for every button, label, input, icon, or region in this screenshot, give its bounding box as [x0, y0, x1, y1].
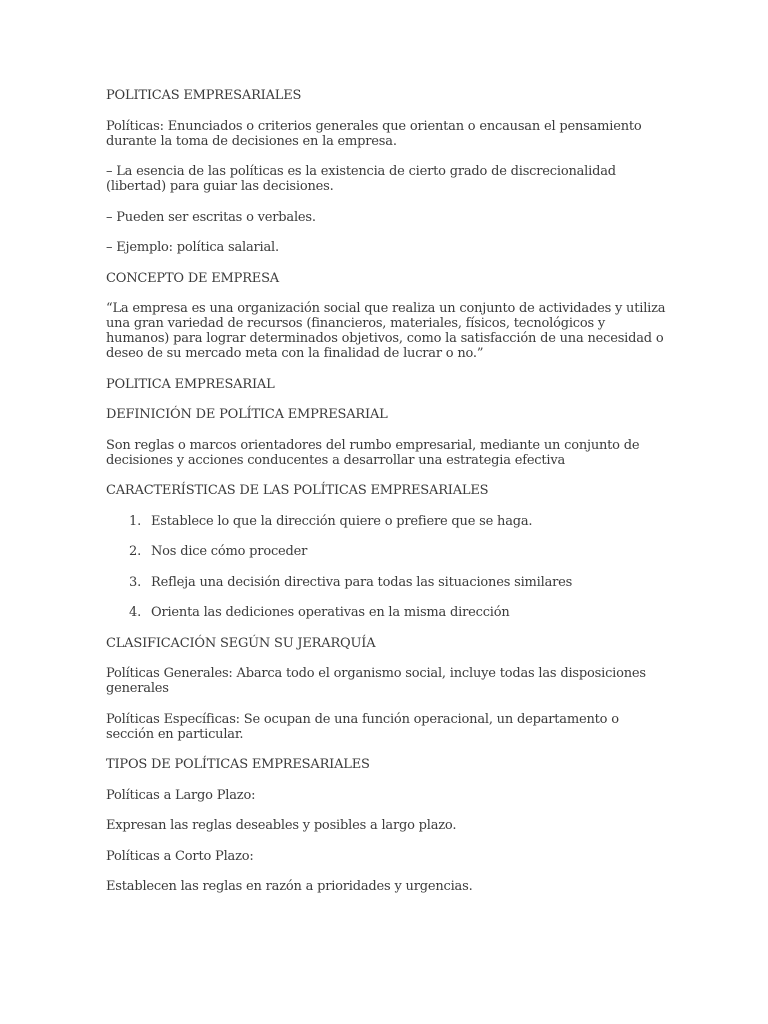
paragraph-concepto: “La empresa es una organización social que realiza un conjunto de actividades y utiliza una gran variedad de recursos (financieros, materiales, físicos, tecnológicos y humanos) para lograr determinados objetivos, como la satisfacción de una necesidad o deseo de su mercado meta con la finalidad de lucrar o no.” [106, 301, 666, 361]
list-item [106, 544, 666, 559]
list-item-number: 1. [129, 513, 142, 529]
list-item-number: 3. [129, 574, 142, 590]
list-item-text: Refleja una decisión directiva para todas las situaciones similares [151, 574, 573, 590]
paragraph-generales: Políticas Generales: Abarca todo el organismo social, incluye todas las disposiciones generales [106, 666, 646, 696]
heading-clasificacion: CLASIFICACIÓN SEGÚN SU JERARQUÍA [106, 635, 376, 651]
heading-concepto: CONCEPTO DE EMPRESA [106, 270, 279, 286]
paragraph-esencia: – La esencia de las políticas es la existencia de cierto grado de discrecionalidad (libertad) para guiar las decisiones. [106, 164, 616, 194]
paragraph-corto-label: Políticas a Corto Plazo: [106, 848, 254, 864]
paragraph-ejemplo: – Ejemplo: política salarial. [106, 240, 279, 255]
list-item-text: Nos dice cómo proceder [151, 544, 308, 559]
paragraph-escritas: – Pueden ser escritas o verbales. [106, 209, 316, 225]
list-item [106, 575, 666, 590]
list-item [106, 514, 666, 529]
list-item-text: Establece lo que la dirección quiere o prefiere que se haga. [151, 513, 533, 529]
caracteristicas-list [106, 514, 666, 621]
heading-politica: POLITICA EMPRESARIAL [106, 376, 275, 392]
list-item-text: Orienta las dediciones operativas en la misma dirección [151, 605, 510, 620]
heading-definicion: DEFINICIÓN DE POLÍTICA EMPRESARIAL [106, 407, 388, 422]
paragraph-largo-label: Políticas a Largo Plazo: [106, 787, 256, 803]
list-item-number: 2. [129, 544, 142, 559]
paragraph-largo: Expresan las reglas deseables y posibles a largo plazo. [106, 818, 457, 833]
paragraph-corto: Establecen las reglas en razón a prioridades y urgencias. [106, 879, 473, 894]
heading-tipos: TIPOS DE POLÍTICAS EMPRESARIALES [106, 757, 370, 772]
paragraph-politicas: Políticas: Enunciados o criterios generales que orientan o encausan el pensamiento durante la toma de decisiones en la empresa. [106, 118, 642, 149]
document-page [106, 88, 666, 910]
paragraph-especificas: Políticas Específicas: Se ocupan de una función operacional, un departamento o sección en particular. [106, 711, 619, 742]
list-item [106, 605, 666, 620]
heading-caracteristicas: CARACTERÍSTICAS DE LAS POLÍTICAS EMPRESARIALES [106, 483, 489, 498]
paragraph-definicion: Son reglas o marcos orientadores del rumbo empresarial, mediante un conjunto de decisiones y acciones conducentes a desarrollar una estrategia efectiva [106, 437, 640, 468]
list-item-number: 4. [129, 605, 142, 620]
document-title: POLITICAS EMPRESARIALES [106, 88, 302, 103]
